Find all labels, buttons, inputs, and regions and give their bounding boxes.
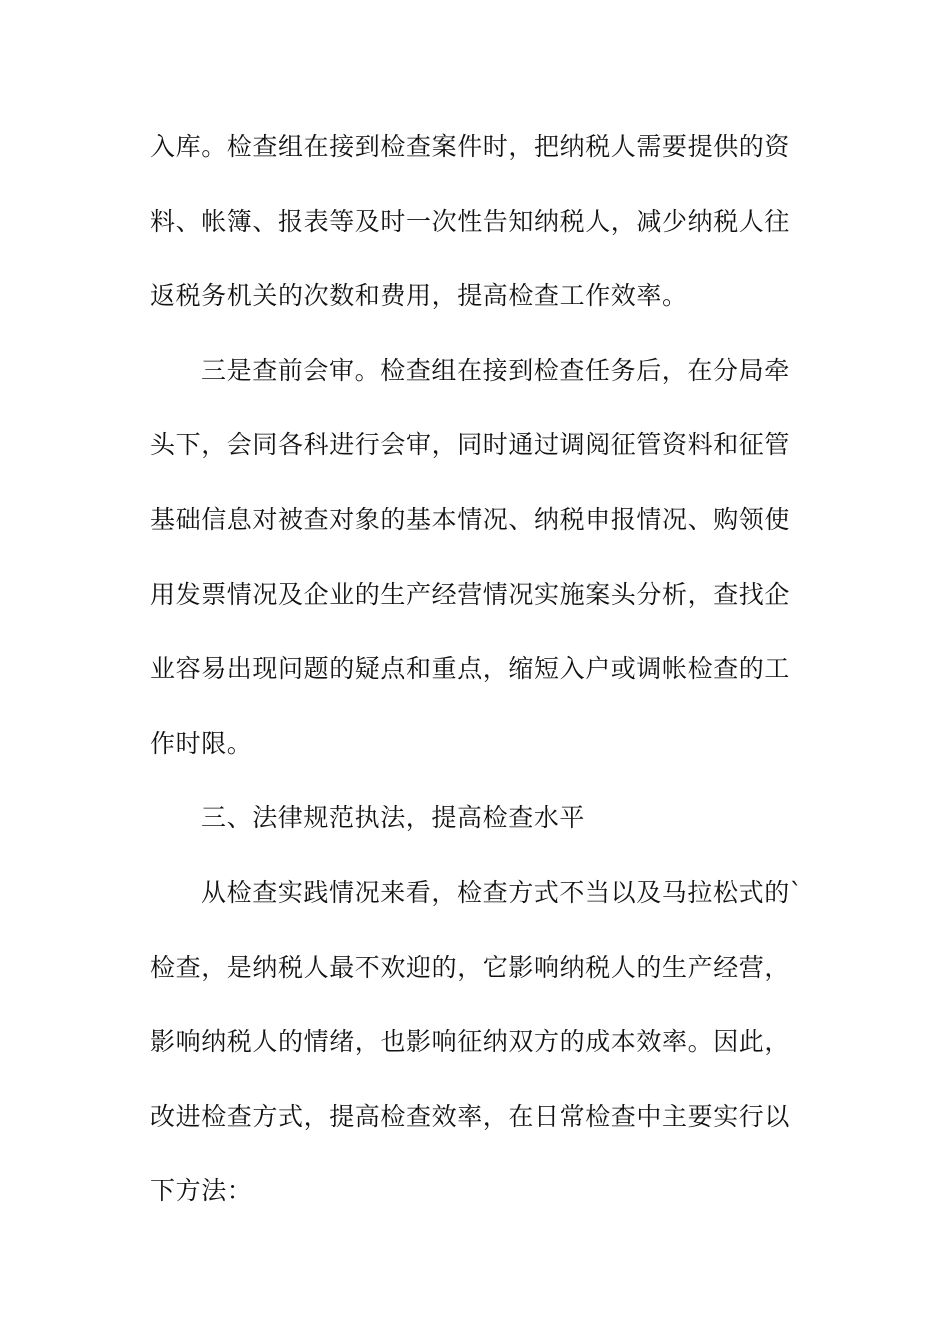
text-line: 检查，是纳税人最不欢迎的，它影响纳税人的生产经营， — [150, 952, 791, 982]
paragraph-first-line: 三是查前会审。检查组在接到检查任务后，在分局牵 — [201, 355, 790, 385]
text-line: 业容易出现问题的疑点和重点，缩短入户或调帐检查的工 — [150, 654, 791, 684]
text-line: 改进检查方式，提高检查效率，在日常检查中主要实行以 — [150, 1101, 791, 1131]
text-line: 用发票情况及企业的生产经营情况实施案头分析，查找企 — [150, 579, 791, 609]
text-line: 头下，会同各科进行会审，同时通过调阅征管资料和征管 — [150, 430, 791, 460]
text-line: 影响纳税人的情绪，也影响征纳双方的成本效率。因此， — [150, 1027, 791, 1057]
text-line: 入库。检查组在接到检查案件时，把纳税人需要提供的资 — [150, 132, 791, 161]
section-heading: 三、法律规范执法，提高检查水平 — [201, 803, 586, 833]
text-line: 下方法： — [150, 1176, 253, 1206]
document-body — [150, 124, 810, 1243]
text-line: 基础信息对被查对象的基本情况、纳税申报情况、购领使 — [150, 504, 791, 534]
paragraph-first-line: 从检查实践情况来看，检查方式不当以及马拉松式的` — [201, 877, 803, 907]
text-line: 作时限。 — [150, 728, 253, 758]
text-line: 料、帐簿、报表等及时一次性告知纳税人，减少纳税人往 — [150, 206, 791, 236]
text-line: 返税务机关的次数和费用，提高检查工作效率。 — [150, 281, 688, 311]
